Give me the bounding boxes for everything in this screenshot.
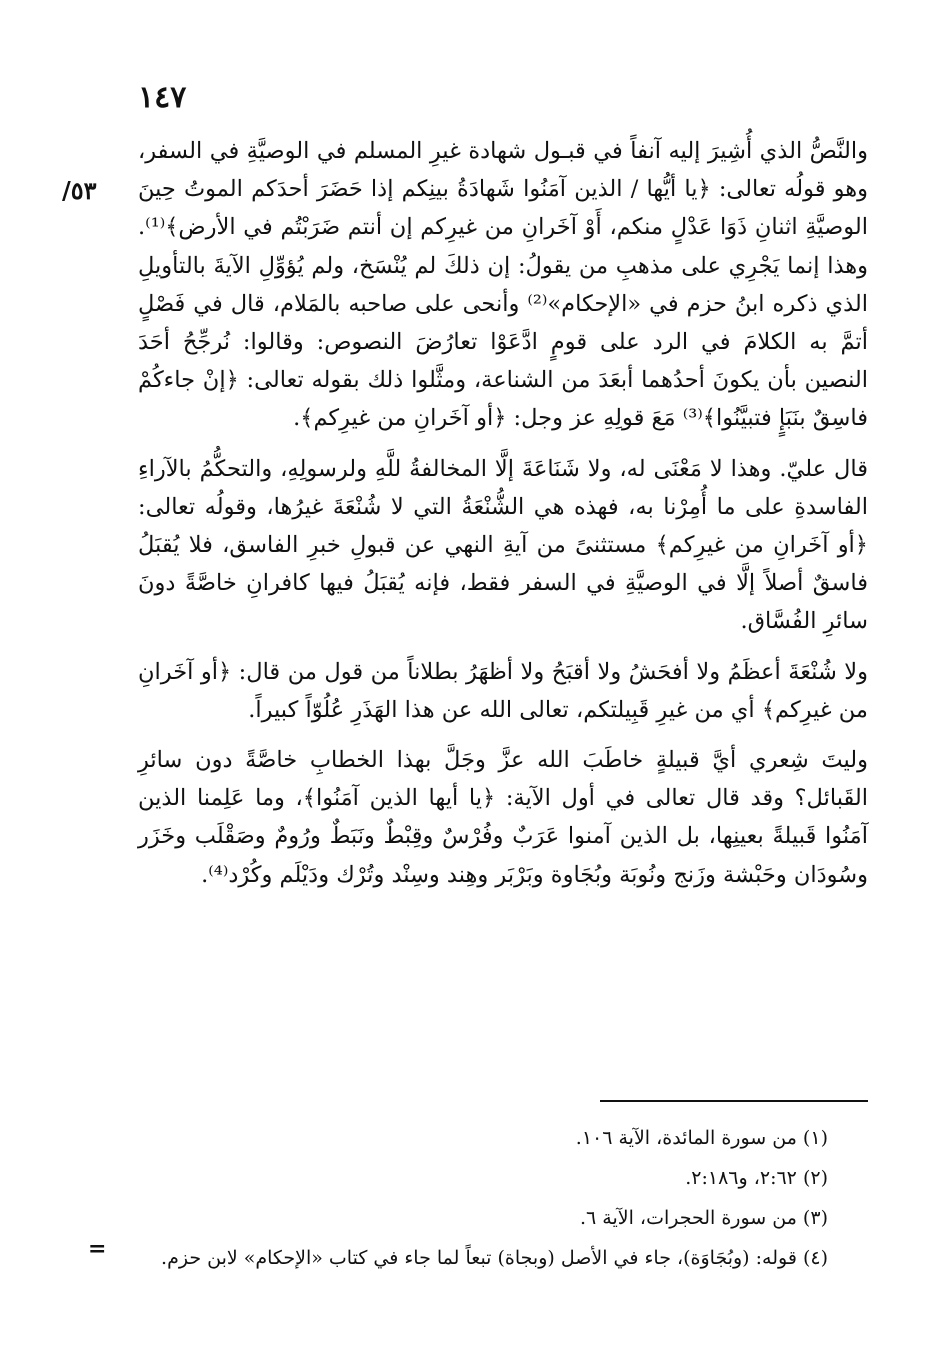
continuation-mark: = bbox=[88, 1236, 107, 1262]
footnote-separator bbox=[600, 1100, 868, 1102]
page-number: ١٤٧ bbox=[138, 80, 187, 115]
footnote-2: (٢) ٢:٦٢، و٢:١٨٦. bbox=[685, 1167, 828, 1189]
margin-reference: /٥٣ bbox=[62, 176, 97, 205]
footnote-4: (٤) قوله: (وبُجَاوَة)، جاء في الأصل (وبجاة) تبعاً لما جاء في كتاب «الإحكام» لابن حزم. bbox=[161, 1247, 828, 1269]
footnote-1: (١) من سورة المائدة، الآية ١٠٦. bbox=[575, 1127, 828, 1149]
paragraph-3: ولا شُنْعَةَ أعظَمُ ولا أفحَشُ ولا أقبَحُ ولا أظهَرُ بطلاناً من قول من قال: ﴿أو آخَرانِ من غيرِكم﴾ أي من غيرِ قَبِيلتكم، تعالى الله عن هذا الهَذَرِ عُلُوّاً كبيراً. bbox=[138, 658, 868, 723]
paragraph-2: قال عليّ. وهذا لا مَعْنَى له، ولا شَنَاعَةَ إلَّا المخالفةُ للَّهِ ولرسولِهِ، والتحكُّمُ بالآراءِ الفاسدةِ على ما أُمِرْنا به، فهذه هي الشُّنْعَةُ التي لا شُنْعَةَ غيرُها، وقولُه تعالى: ﴿أو آخَرانِ من غيرِكم﴾ مستثنىً من آيةِ النهي عن قبولِ خبرِ الفاسق، فلا يُقبَلُ فاسقٌ أصلاً إلَّا في الوصيَّةِ في السفر فقط، فإنه يُقبَلُ فيها كافرانِ خاصَّةً دونَ سائرِ الفُسَّاق. bbox=[138, 455, 868, 635]
main-text bbox=[138, 132, 868, 906]
footnote-3: (٣) من سورة الحجرات، الآية ٦. bbox=[580, 1207, 828, 1229]
paragraph-4: وليتَ شِعري أيَّ قبيلةٍ خاطَبَ الله عزَّ وجَلَّ بهذا الخطابِ خاصَّةً دون سائرِ القَبائل؟ وقد قال تعالى في أول الآية: ﴿يا أيها الذين آمَنُوا﴾، وما عَلِمنا الذين آمَنُوا قَبيلةً بعينِها، بل الذين آمنوا عَرَبٌ وفُرْسٌ وقِبْطٌ ونَبَطٌ ورُومٌ وصَقْلَب وخَزَر وسُودَان وحَبْشة وزَنج ونُوبَة وبُجَاوة وبَرْبَر وهِند وسِنْد وتُرْك ودَيْلَم وكُرْد⁽⁴⁾. bbox=[138, 747, 868, 888]
paragraph-1: والنَّصُّ الذي أُشِيرَ إليه آنفاً في قبـول شهادة غيرِ المسلم في الوصيَّةِ في السفر، وهو قولُه تعالى: ﴿يا أيُّها / الذين آمَنُوا شَهادَةُ بينِكم إذا حَضَرَ أحدَكم الموتُ حِينَ الوصيَّةِ اثنانِ ذَوَا عَدْلٍ منكم، أَوْ آخَرانِ من غيرِكم إن أنتم ضَرَبْتُم في الأرض﴾⁽¹⁾. وهذا إنما يَجْرِي على مذهبِ من يقولُ: إن ذلكَ لم يُنْسَخ، ولم يُؤوِّلِ الآيةَ بالتأويلِ الذي ذكره ابنُ حزم في «الإحكام»⁽²⁾ وأنحى على صاحبه بالمَلام، قال في فَصْلٍ أتمَّ به الكلامَ في الرد على قومٍ ادَّعَوْا تعارُضَ النصوص: وقالوا: نُرجِّحُ أحَدَ النصين بأن يكونَ أحدُهما أبعَدَ من الشناعة، ومثَّلوا ذلك بقوله تعالى: ﴿إنْ جاءكُمْ فاسِقٌ بنَبَإٍ فتبيَّنُوا﴾⁽³⁾ مَعَ قولِهِ عز وجل: ﴿أو آخَرانِ من غيرِكم﴾. bbox=[138, 138, 868, 432]
footnotes bbox=[138, 1118, 828, 1278]
